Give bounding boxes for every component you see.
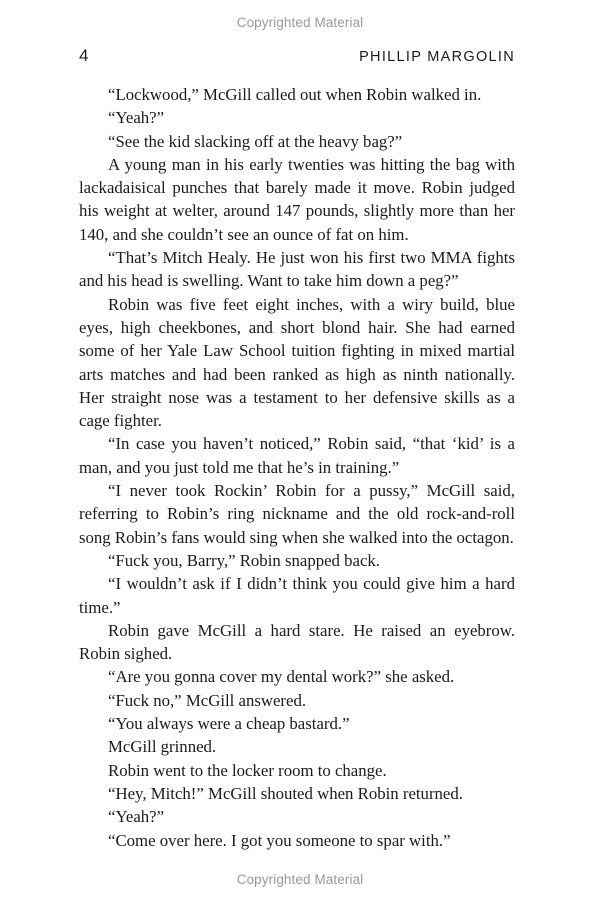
copyright-watermark-top: Copyrighted Material — [236, 15, 364, 30]
paragraph: Robin went to the locker room to change. — [108, 760, 387, 780]
paragraph: “Hey, Mitch!” McGill shouted when Robin returned. — [108, 783, 463, 803]
paragraph: “Yeah?” — [108, 807, 165, 827]
paragraph: “That’s Mitch Healy. He just won his first two MMA fights and his head is swelling. Want to take him down a peg?” — [79, 248, 515, 291]
running-head: PHILLIP MARGOLIN — [359, 49, 515, 65]
page-header — [79, 46, 515, 66]
paragraph: A young man in his early twenties was hitting the bag with lackadaisical punches that barely made it move. Robin judged his weight at welter, around 147 pounds, slightly more than her 140, and she couldn’t see an ounce of fat on him. — [79, 154, 515, 244]
paragraph: McGill grinned. — [108, 737, 217, 757]
paragraph: “Yeah?” — [108, 108, 165, 128]
paragraph: “Lockwood,” McGill called out when Robin walked in. — [108, 85, 482, 104]
body-text — [79, 83, 515, 852]
paragraph: “See the kid slacking off at the heavy bag?” — [108, 131, 403, 151]
paragraph: Robin gave McGill a hard stare. He raised an eyebrow. Robin sighed. — [79, 620, 515, 664]
paragraph: “Are you gonna cover my dental work?” she asked. — [108, 667, 455, 687]
copyright-watermark-bottom: Copyrighted Material — [236, 872, 364, 887]
paragraph: “I never took Rockin’ Robin for a pussy,” McGill said, referring to Robin’s ring nickname and the old rock-and-roll song Robin’s fans would sing when she walked into the octagon. — [79, 481, 515, 547]
paragraph: Robin was five feet eight inches, with a wiry build, blue eyes, high cheekbones, and short blond hair. She had earned some of her Yale Law School tuition fighting in mixed martial arts matches and had been ranked as high as ninth nationally. Her straight nose was a testament to her defensive skills as a cage fighter. — [79, 294, 515, 431]
paragraph: “Fuck you, Barry,” Robin snapped back. — [108, 550, 381, 570]
page-number: 4 — [79, 46, 89, 65]
paragraph: “Come over here. I got you someone to spar with.” — [108, 830, 451, 850]
paragraph: “You always were a cheap bastard.” — [108, 714, 350, 734]
paragraph: “In case you haven’t noticed,” Robin said, “that ‘kid’ is a man, and you just told me that he’s in training.” — [79, 434, 515, 477]
paragraph: “Fuck no,” McGill answered. — [108, 690, 307, 710]
paragraph: “I wouldn’t ask if I didn’t think you could give him a hard time.” — [79, 574, 515, 617]
